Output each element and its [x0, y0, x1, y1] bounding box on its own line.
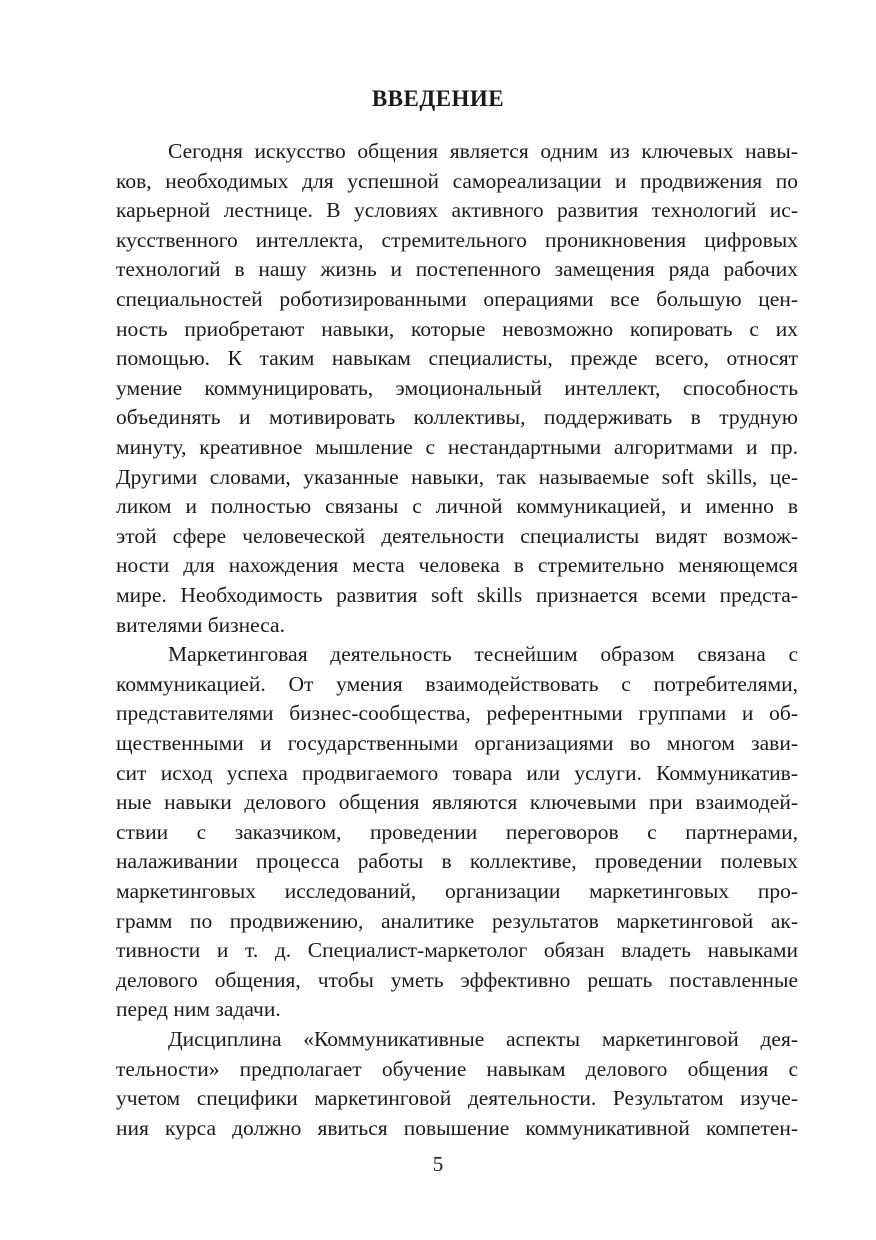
text-line: объединять и мотивировать коллективы, поддерживать в трудную: [116, 405, 798, 430]
text-line: помощью. К таким навыкам специалисты, прежде всего, относят: [116, 346, 798, 371]
text-line: ликом и полностью связаны с личной коммуникацией, и именно в: [116, 494, 798, 519]
text-line: учетом специфики маркетинговой деятельности. Результатом изуче-: [116, 1086, 798, 1111]
text-line: тивности и т. д. Специалист-маркетолог обязан владеть навыками: [116, 938, 798, 963]
text-line: специальностей роботизированными операциями все большую цен-: [116, 287, 798, 311]
text-line: Другими словами, указанные навыки, так называемые soft skills, це-: [116, 464, 798, 489]
text-line: минуту, креативное мышление с нестандартными алгоритмами и пр.: [116, 435, 798, 459]
text-line: кусственного интеллекта, стремительного проникновения цифровых: [116, 227, 798, 252]
text-line: сит исход успеха продвигаемого товара или услуги. Коммуникатив-: [116, 760, 798, 785]
text-line: ния курса должно явиться повышение коммуникативной компетен-: [116, 1115, 798, 1140]
text-line: коммуникацией. От умения взаимодействовать с потребителями,: [116, 671, 798, 696]
text-line: вителями бизнеса.: [116, 612, 285, 637]
text-line: ствии с заказчиком, проведении переговоров с партнерами,: [116, 819, 798, 844]
text-line: технологий в нашу жизнь и постепенного замещения ряда рабочих: [116, 257, 798, 282]
text-line: этой сфере человеческой деятельности специалисты видят возмож-: [116, 523, 798, 548]
text-line: карьерной лестнице. В условиях активного развития технологий ис-: [116, 198, 798, 223]
text-line: Сегодня искусство общения является одним из ключевых навы-: [168, 139, 798, 163]
text-line: умение коммуницировать, эмоциональный интеллект, способность: [116, 375, 798, 400]
text-line: щественными и государственными организациями во многом зави-: [116, 731, 798, 755]
text-line: Дисциплина «Коммуникативные аспекты маркетинговой дея-: [168, 1027, 798, 1051]
text-line: перед ним задачи.: [116, 997, 281, 1022]
text-line: грамм по продвижению, аналитике результатов маркетинговой ак-: [116, 908, 798, 933]
text-line: мире. Необходимость развития soft skills признается всеми предста-: [116, 583, 798, 607]
text-line: Маркетинговая деятельность теснейшим образом связана с: [168, 642, 798, 667]
text-line: налаживании процесса работы в коллективе, проведении полевых: [116, 849, 798, 874]
text-line: ность приобретают навыки, которые невозможно копировать с их: [116, 316, 798, 341]
text-line: делового общения, чтобы уметь эффективно решать поставленные: [116, 967, 798, 992]
text-line: представителями бизнес-сообщества, референтными группами и об-: [116, 701, 798, 726]
page-number: 5: [432, 1152, 444, 1176]
text-line: маркетинговых исследований, организации маркетинговых про-: [116, 879, 798, 903]
text-line: ности для нахождения места человека в стремительно меняющемся: [116, 553, 798, 578]
text-line: тельности» предполагает обучение навыкам делового общения с: [116, 1056, 798, 1081]
text-line: ков, необходимых для успешной самореализации и продвижения по: [116, 168, 798, 193]
page-title: ВВЕДЕНИЕ: [371, 86, 505, 111]
text-line: ные навыки делового общения являются ключевыми при взаимодей-: [116, 790, 798, 815]
